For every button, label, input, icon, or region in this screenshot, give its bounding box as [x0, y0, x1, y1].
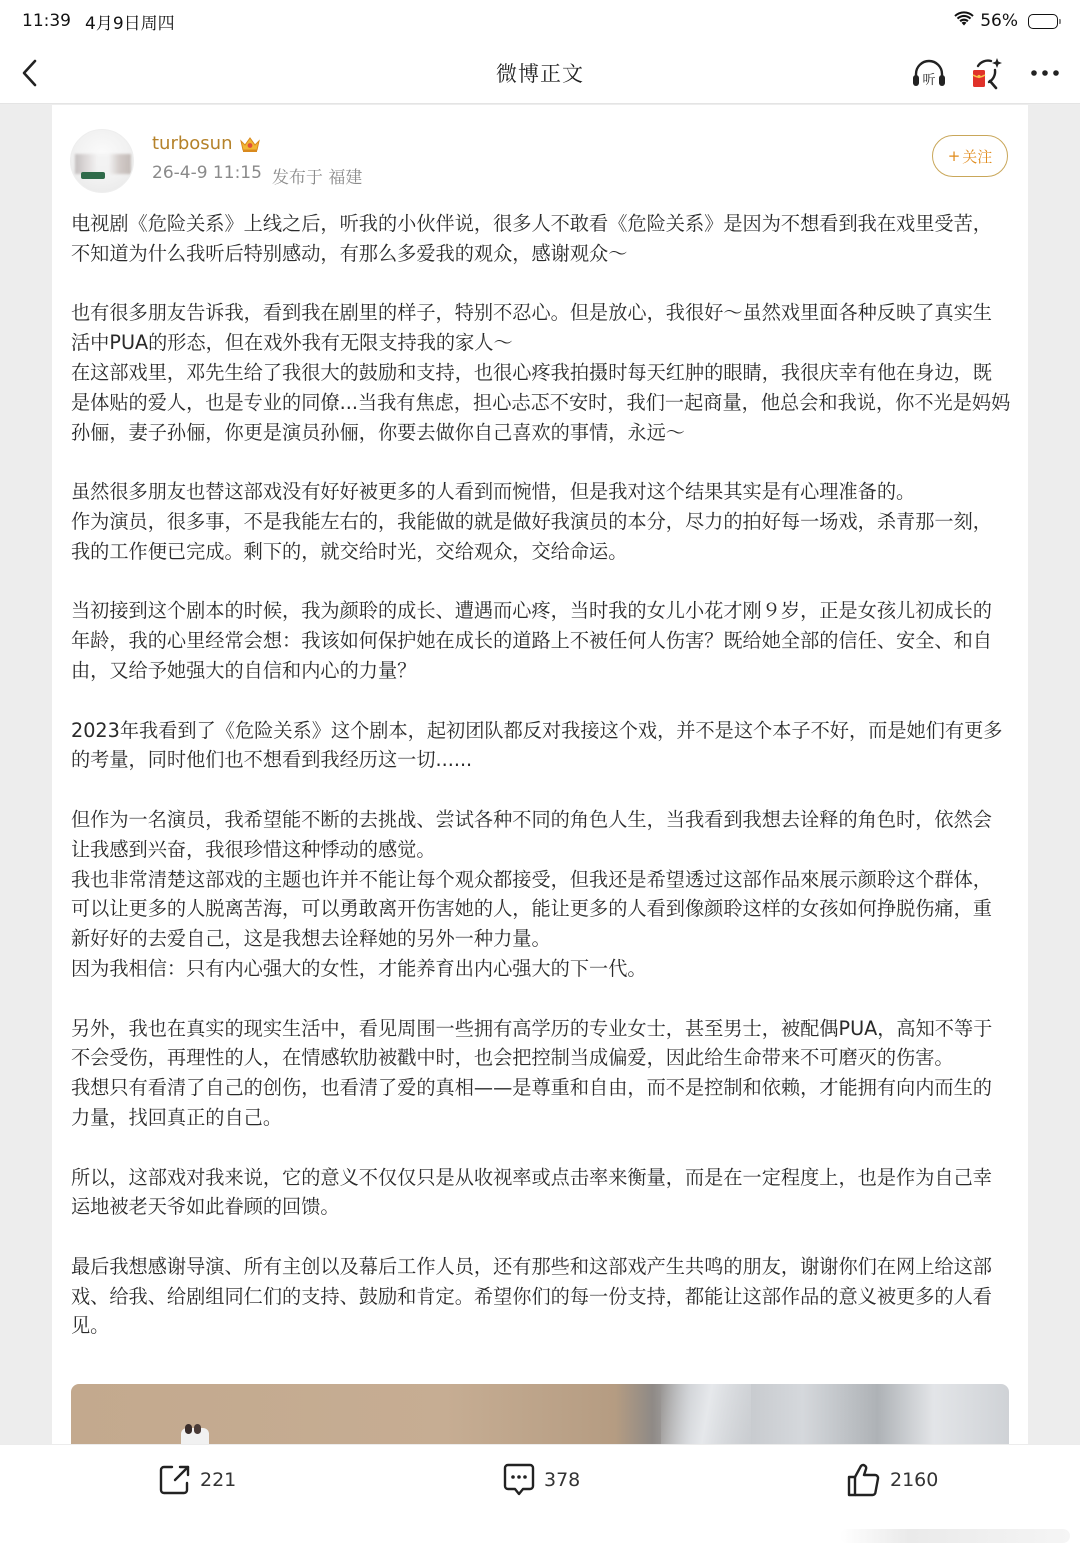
follow-label: 关注	[962, 147, 993, 166]
post-meta	[152, 163, 362, 188]
crown-icon	[239, 135, 261, 153]
back-button[interactable]	[14, 56, 46, 90]
paragraph: 因为我相信：只有内心强大的女性，才能养育出内心强大的下一代。	[71, 956, 647, 980]
repost-button[interactable]	[158, 1459, 236, 1501]
status-time: 11:39	[22, 11, 71, 31]
paragraph-gap	[71, 1133, 1011, 1163]
paragraph: 所以，这部戏对我来说，它的意义不仅仅只是从收视率或点击率来衡量，而是在一定程度上，也是作为自己幸运地被老天爷如此眷顾的回馈。	[71, 1165, 992, 1219]
paragraph: 也有很多朋友告诉我，看到我在剧里的样子，特别不忍心。但是放心，我很好～虽然戏里面各种反映了真实生活中PUA的形态，但在戏外我有无限支持我的家人～	[71, 301, 992, 355]
listen-icon	[911, 57, 947, 89]
post-body	[71, 209, 1011, 1341]
comment-count: 378	[544, 1469, 581, 1491]
paragraph-gap	[71, 567, 1011, 597]
author-name-row	[152, 133, 362, 154]
status-left	[22, 9, 175, 34]
paragraph: 在这部戏里，邓先生给了我很大的鼓励和支持，也很心疼我拍摄时每天红肿的眼睛，我很庆幸有他在身边，既是体贴的爱人，也是专业的同僚...当我有焦虑，担心忐忑不安时，我们一起商量，他总会和我说，你不光是妈妈孙俪，妻子孙俪，你更是演员孙俪，你要去做你自己喜欢的事情，永远～	[71, 360, 1011, 444]
paragraph: 当初接到这个剧本的时候，我为颜聆的成长、遭遇而心疼，当时我的女儿小花才刚９岁，正是女孩儿初成长的年龄，我的心里经常会想：我该如何保护她在成长的道路上不被任何人伤害？既给她全部的信任、安全、和自由，又给予她强大的自信和内心的力量？	[71, 599, 992, 682]
avatar[interactable]	[70, 129, 134, 193]
status-date: 4月9日周四	[85, 13, 175, 34]
paragraph: 虽然很多朋友也替这部戏没有好好被更多的人看到而惋惜，但是我对这个结果其实是有心理准备的。	[71, 480, 916, 504]
wifi-icon	[954, 11, 974, 32]
battery-icon	[1028, 14, 1058, 29]
more-button[interactable]	[1026, 54, 1064, 92]
follow-button[interactable]	[932, 135, 1008, 177]
paragraph: 我也非常清楚这部戏的主题也许并不能让每个观众都接受，但我还是希望透过这部作品來展示颜聆这个群体，可以让更多的人脱离苦海，可以勇敢离开伤害她的人，能让更多的人看到像颜聆这样的女孩如何挣脱伤痛，重新好好的去爱自己，这是我想去诠释她的另外一种力量。	[71, 867, 992, 951]
paragraph-gap	[71, 269, 1011, 299]
status-right	[954, 11, 1058, 32]
paragraph: 最后我想感谢导演、所有主创以及幕后工作人员，还有那些和这部戏产生共鸣的朋友，谢谢你们在网上给这部戏、给我、给剧组同仁们的支持、鼓励和肯定。希望你们的每一份支持，都能让这部作品的意义被更多的人看见。	[71, 1254, 992, 1338]
author-name[interactable]: turbosun	[152, 133, 233, 154]
red-packet-search-button[interactable]	[968, 54, 1006, 92]
chevron-left-icon	[20, 58, 40, 88]
paragraph-gap	[71, 775, 1011, 805]
home-indicator	[840, 1529, 1070, 1543]
beach-photo[interactable]	[71, 1384, 1009, 1445]
author-row	[70, 129, 362, 193]
post-location: 发布于 福建	[271, 168, 363, 188]
author-info	[152, 129, 362, 188]
red-packet-search-icon	[969, 56, 1005, 90]
like-button[interactable]	[846, 1459, 938, 1501]
post-card	[52, 105, 1028, 1445]
paragraph-gap	[71, 686, 1011, 716]
paragraph: 但作为一名演员，我希望能不断的去挑战、尝试各种不同的角色人生，当我看到我想去诠释的角色时，依然会让我感到兴奋，我很珍惜这种悸动的感觉。	[71, 807, 992, 861]
paragraph: 另外，我也在真实的现实生活中，看见周围一些拥有高学历的专业女士，甚至男士，被配偶PUA，高知不等于不会受伤，再理性的人，在情感软肋被戳中时，也会把控制当成偏爱，因此给生命带来不可磨灭的伤害。	[71, 1016, 993, 1070]
nav-actions	[910, 54, 1064, 92]
paragraph-gap	[71, 1222, 1011, 1252]
svg-text:听: 听	[922, 73, 936, 88]
repost-count: 221	[200, 1469, 237, 1491]
post-timestamp: 26-4-9 11:15	[152, 163, 262, 183]
status-bar	[0, 0, 1080, 42]
page-title: 微博正文	[496, 61, 584, 86]
like-count: 2160	[890, 1469, 939, 1491]
plus-icon: +	[947, 147, 961, 165]
listen-button[interactable]	[910, 54, 948, 92]
repost-icon	[158, 1463, 192, 1497]
nav-bar	[0, 42, 1080, 104]
battery-percent: 56%	[980, 11, 1018, 31]
paragraph: 2023年我看到了《危险关系》这个剧本，起初团队都反对我接这个戏，并不是这个本子不好，而是她们有更多的考量，同时他们也不想看到我经历这一切......	[71, 718, 1003, 772]
comment-button[interactable]	[502, 1459, 580, 1501]
more-icon	[1030, 69, 1060, 77]
paragraph: 我想只有看清了自己的创伤，也看清了爱的真相——是尊重和自由，而不是控制和依赖，才能拥有向内而生的力量，找回真正的自己。	[71, 1076, 992, 1129]
thumbs-up-icon	[846, 1462, 882, 1498]
paragraph-gap	[71, 447, 1011, 477]
paragraph: 作为演员，很多事，不是我能左右的，我能做的就是做好我演员的本分，尽力的拍好每一场戏，杀青那一刻，我的工作便已完成。剩下的，就交给时光，交给观众，交给命运。	[71, 509, 992, 563]
comment-icon	[502, 1462, 536, 1498]
paragraph-gap	[71, 984, 1011, 1014]
paragraph: 电视剧《危险关系》上线之后，听我的小伙伴说，很多人不敢看《危险关系》是因为不想看到我在戏里受苦，不知道为什么我听后特别感动，有那么多爱我的观众，感谢观众～	[71, 212, 992, 265]
bottom-action-bar	[0, 1444, 1080, 1546]
